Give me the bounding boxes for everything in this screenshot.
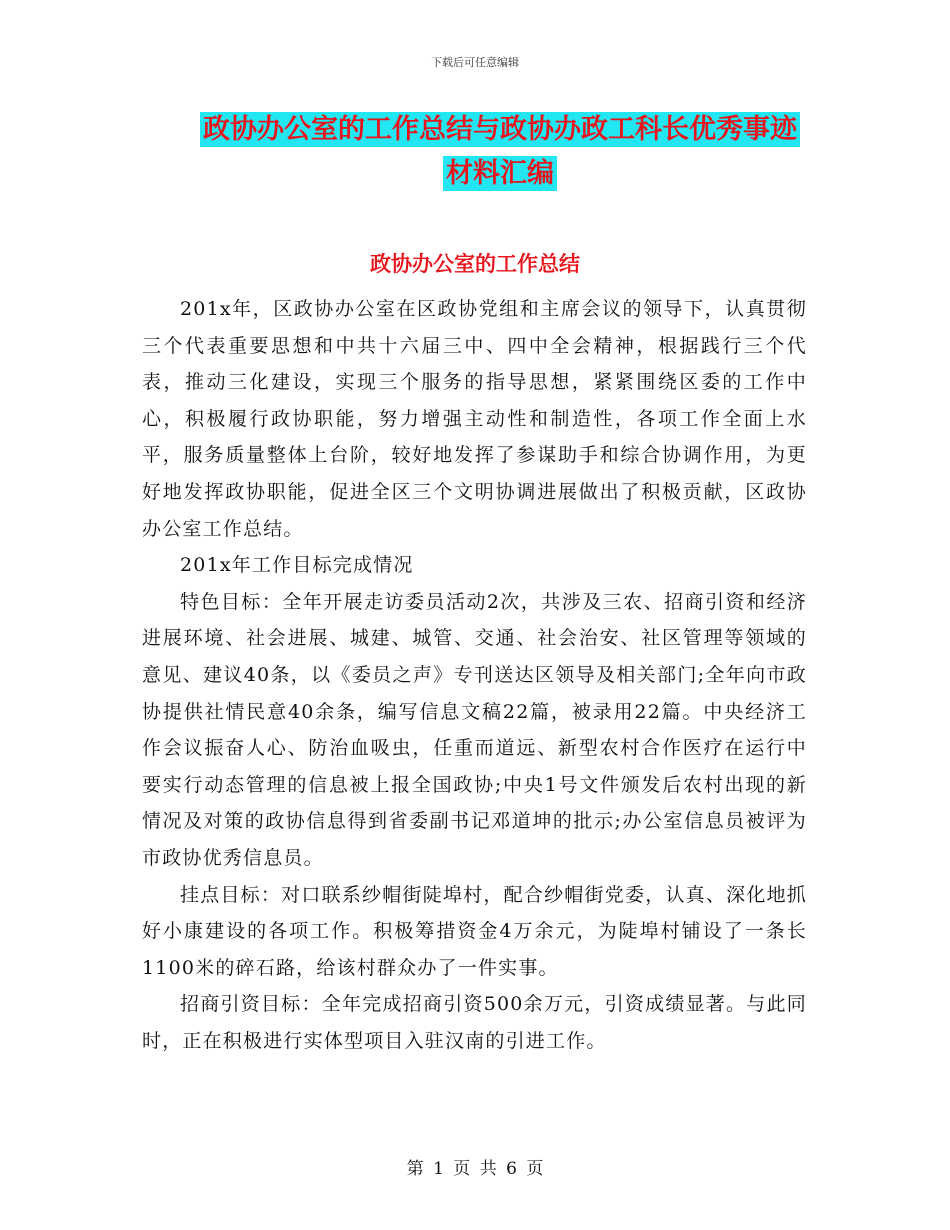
paragraph-investment-goals: 招商引资目标：全年完成招商引资500余万元，引资成绩显著。与此同时，正在积极进行实体型项目入驻汉南的引进工作。 (142, 993, 807, 1052)
page-number: 第 1 页 共 6 页 (406, 1159, 544, 1179)
document-body (142, 291, 807, 1059)
paragraph-goals-heading: 201x年工作目标完成情况 (180, 554, 414, 577)
paragraph-feature-goals: 特色目标：全年开展走访委员活动2次，共涉及三农、招商引资和经济进展环境、社会进展、城建、城管、交通、社会治安、社区管理等领域的意见、建议40条，以《委员之声》专刊送达区领导及相关部门;全年向市政协提供社情民意40余条，编写信息文稿22篇，被录用22篇。中央经济工作会议振奋人心、防治血吸虫，任重而道远、新型农村合作医疗在运行中要实行动态管理的信息被上报全国政协;中央1号文件颁发后农村出现的新情况及对策的政协信息得到省委副书记邓道坤的批示;办公室信息员被评为市政协优秀信息员。 (142, 590, 807, 869)
paragraph-liaison-goals: 挂点目标：对口联系纱帽街陡埠村，配合纱帽街党委，认真、深化地抓好小康建设的各项工作。积极筹措资金4万余元，为陡埠村铺设了一条长1100米的碎石路，给该村群众办了一件实事。 (142, 883, 807, 979)
paragraph-intro: 201x年，区政协办公室在区政协党组和主席会议的领导下，认真贯彻三个代表重要思想和中共十六届三中、四中全会精神，根据践行三个代表，推动三化建设，实现三个服务的指导思想，紧紧围绕区委的工作中心，积极履行政协职能，努力增强主动性和制造性，各项工作全面上水平，服务质量整体上台阶，较好地发挥了参谋助手和综合协调作用，为更好地发挥政协职能，促进全区三个文明协调进展做出了积极贡献，区政协办公室工作总结。 (142, 298, 807, 540)
document-title (190, 108, 810, 196)
document-title-text: 政协办公室的工作总结与政协办政工科长优秀事迹材料汇编 (200, 112, 800, 191)
section-title: 政协办公室的工作总结 (370, 252, 580, 276)
download-note: 下载后可任意编辑 (431, 56, 519, 69)
